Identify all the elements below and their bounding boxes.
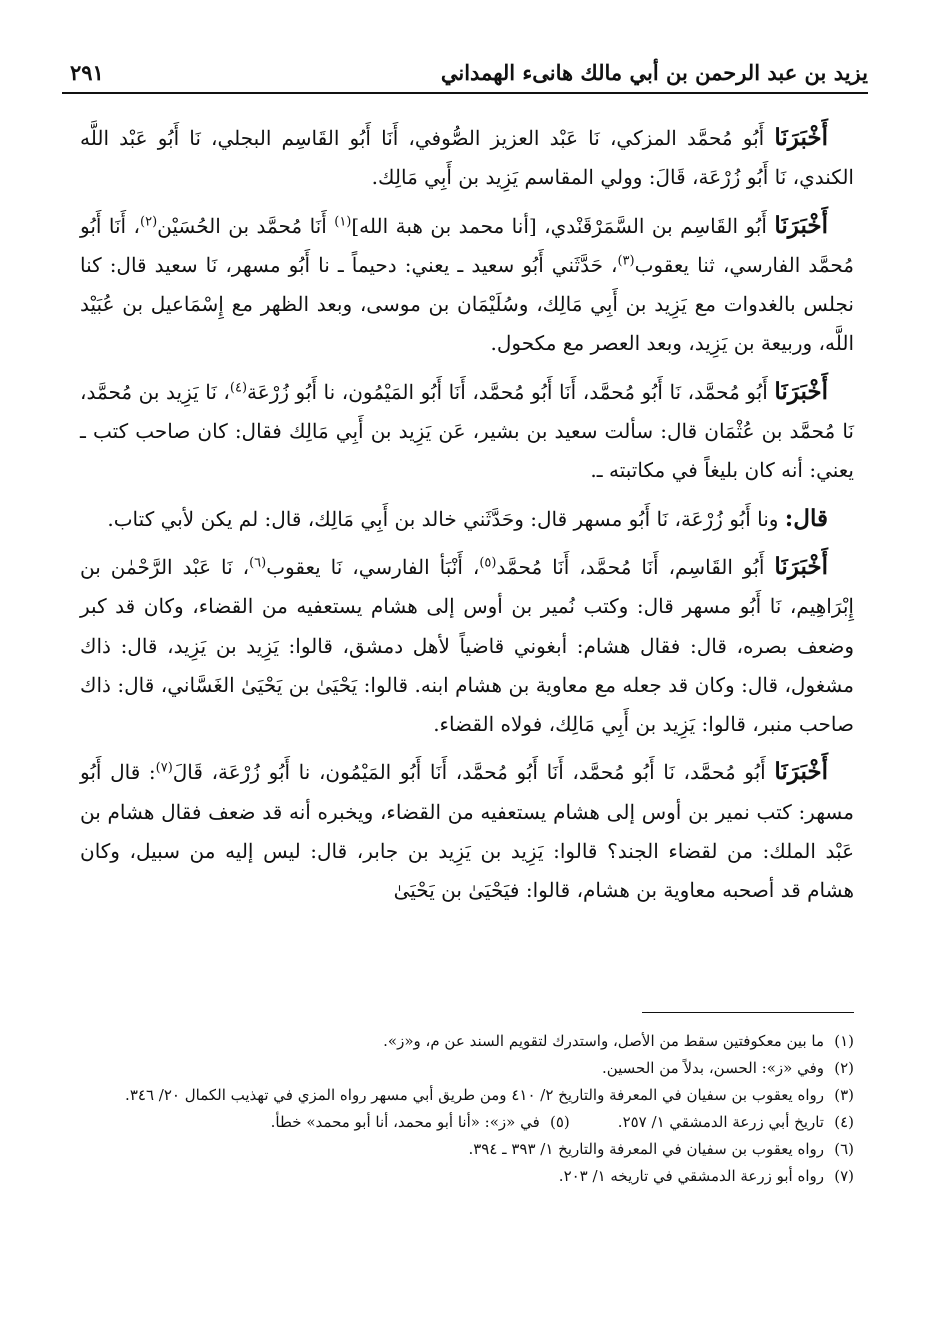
footnote-reference: (٢) bbox=[140, 213, 158, 229]
footnote-reference: (٧) bbox=[155, 760, 173, 776]
paragraph bbox=[80, 499, 854, 539]
footnote-reference: (٣) bbox=[617, 253, 635, 269]
footnote bbox=[80, 1163, 854, 1190]
footnote-text: تاريخ أبي زرعة الدمشقي ١/ ٢٥٧. bbox=[617, 1113, 824, 1131]
footnote bbox=[80, 1136, 854, 1163]
paragraph bbox=[80, 372, 854, 491]
paragraph-text: أَبُو مُحمَّد، نَا أَبُو مُحمَّد، أَنَا أَبُو مُحمَّد، أَنَا أَبُو المَيْمُون، نا أَبُو زُرْعَة bbox=[247, 379, 775, 404]
footnote-number: (٢) bbox=[834, 1059, 854, 1077]
footnote-reference: (٥) bbox=[479, 555, 497, 571]
paragraph-text: أَبُو القَاسِم بن السَّمَرْقَنْدي، [أنا محمد بن هبة الله] bbox=[351, 213, 775, 238]
footnote-number: (٣) bbox=[834, 1086, 854, 1104]
paragraph-text: ، أَنْبَأ الفارسي، نَا يعقوب bbox=[266, 554, 480, 579]
footnote bbox=[271, 1109, 570, 1136]
footnote-number: (٦) bbox=[834, 1140, 854, 1158]
footnote-number: (٤) bbox=[834, 1113, 854, 1131]
footnote-text: وفي «ز»: الحسن، بدلاً من الحسين. bbox=[601, 1059, 824, 1077]
footnote-number: (١) bbox=[834, 1032, 854, 1050]
paragraph bbox=[80, 547, 854, 744]
header-rule bbox=[62, 92, 868, 94]
paragraph-text: ، نَا يَزِيد بن مُحمَّد، نَا مُحمَّد بن عُثْمَان قال: سألت سعيد بن بشير، عَن يَزِيد بن أَبِي مَالِك فقال: كان صاحب كتب ـ يعني: أنه كان بليغاً في مكاتبته ـ. bbox=[80, 379, 854, 483]
footnote-text: رواه يعقوب بن سفيان في المعرفة والتاريخ ١/ ٣٩٣ ـ ٣٩٤. bbox=[468, 1140, 824, 1158]
footnotes bbox=[80, 1028, 854, 1190]
paragraph-text: : قال أَبُو مسهر: كتب نمير بن أوس إلى هشام يستعفيه من القضاء، ويخبره أنه قد ضعف فقال هشام بن عَبْد الملك: من لقضاء الجند؟ قالوا: يَزِيد بن يَزِيد بن جابر، قال: ليس إليه من سبيل، وكان هشام قد أصحبه معاوية بن هشام، قالوا: فيَحْيَىٰ بن يَحْيَىٰ bbox=[80, 760, 854, 903]
footnote bbox=[80, 1028, 854, 1055]
running-title: يزيد بن عبد الرحمن بن أبي مالك هانىء الهمداني bbox=[440, 60, 868, 85]
page-header bbox=[62, 52, 868, 88]
footnote bbox=[80, 1055, 854, 1082]
paragraph-text: ، حَدَّثَني أَبُو سعيد ـ يعني: دحيماً ـ نا أَبُو مسهر، نَا سعيد قال: كنا نجلس بالغدوات مع يَزِيد بن أَبِي مَالِك، وسُلَيْمَان بن موسى، وبعد الظهر مع إِسْمَاعيل بن عُبَيْد اللَّه، وربيعة بن يَزِيد، وبعد العصر مع مكحول. bbox=[80, 252, 854, 356]
footnote-text: رواه أبو زرعة الدمشقي في تاريخه ١/ ٢٠٣. bbox=[558, 1167, 824, 1185]
paragraph-text: أَبُو مُحمَّد، نَا أَبُو مُحمَّد، أَنَا أَبُو مُحمَّد، أَنَا أَبُو المَيْمُون، نا أَبُو زُرْعَة، قَالَ bbox=[172, 760, 775, 785]
footnote bbox=[80, 1082, 854, 1109]
paragraph-lead-word: أَخْبَرَنَا bbox=[774, 377, 828, 405]
footnote-number: (٧) bbox=[834, 1167, 854, 1185]
page-number: ٢٩١ bbox=[70, 60, 104, 85]
footnote-text: ما بين معكوفتين سقط من الأصل، واستدرك لتقويم السند عن م، و«ز». bbox=[383, 1032, 824, 1050]
paragraph-lead-word: أَخْبَرَنَا bbox=[774, 124, 828, 151]
paragraph-text: أَبُو مُحمَّد المزكي، نَا عَبْد العزيز الصُّوفي، أَنَا أَبُو القَاسِم البجلي، نَا أَبُو عَبْد اللَّه الكندي، نَا أَبُو زُرْعَة، قَالَ: وولي المقاسم يَزِيد بن أَبِي مَالِك. bbox=[80, 126, 854, 190]
paragraph-lead-word: قال: bbox=[784, 504, 828, 532]
footnote-reference: (١) bbox=[334, 213, 352, 229]
paragraph-text: أَبُو القَاسِم، أَنَا مُحمَّد، أَنَا مُحمَّد bbox=[496, 554, 775, 579]
paragraph-text: ، نَا عَبْد الرَّحْمٰن بن إِبْرَاهِيم، نَا أَبُو مسهر قال: وكتب نُمير بن أوس إلى هشام يستعفيه من القضاء، وكان قد كبر وضعف بصره، قال: فقال هشام: أبغوني قاضياً لأهل دمشق، قالوا: يَزِيد بن يَزِيد، قال: ذاك مشغول، قال: وكان قد جعله مع معاوية بن هشام ابنه. قالوا: يَحْيَىٰ بن يَحْيَىٰ الغَسَّاني، قال: ذاك صاحب منبر، قالوا: يَزِيد بن أَبِي مَالِك، فولاه القضاء. bbox=[80, 554, 854, 737]
footnote-separator bbox=[642, 1012, 854, 1013]
paragraph-lead-word: أَخْبَرَنَا bbox=[774, 552, 828, 580]
paragraph-lead-word: أَخْبَرَنَا bbox=[774, 211, 828, 239]
footnote-text: في «ز»: «أنا أبو محمد، أنا أبو محمد» خطأ. bbox=[270, 1113, 540, 1131]
footnote-number: (٥) bbox=[550, 1113, 570, 1131]
paragraph-text: أَنَا مُحمَّد بن الحُسَيْن bbox=[157, 213, 335, 238]
paragraph-text: ، أَنَا أَبُو مُحمَّد الفارسي، ثنا يعقوب bbox=[80, 213, 854, 277]
paragraph bbox=[80, 752, 854, 910]
body-text bbox=[80, 118, 854, 919]
footnote-reference: (٦) bbox=[249, 555, 267, 571]
paragraph bbox=[80, 206, 854, 364]
paragraph bbox=[80, 118, 854, 198]
paragraph-text: ونا أَبُو زُرْعَة، نَا أَبُو مسهر قال: وحَدَّثَني خالد بن أَبِي مَالِك، قال: لم يكن لأبي كتاب. bbox=[107, 506, 785, 531]
footnote bbox=[618, 1109, 854, 1136]
paragraph-lead-word: أَخْبَرَنَا bbox=[774, 758, 829, 786]
footnote-reference: (٤) bbox=[229, 380, 248, 396]
footnote-pair bbox=[80, 1109, 854, 1136]
footnote-text: رواه يعقوب بن سفيان في المعرفة والتاريخ ٢/ ٤١٠ ومن طريق أبي مسهر رواه المزي في تهذيب الكمال ٢٠/ ٣٤٦. bbox=[125, 1086, 824, 1104]
